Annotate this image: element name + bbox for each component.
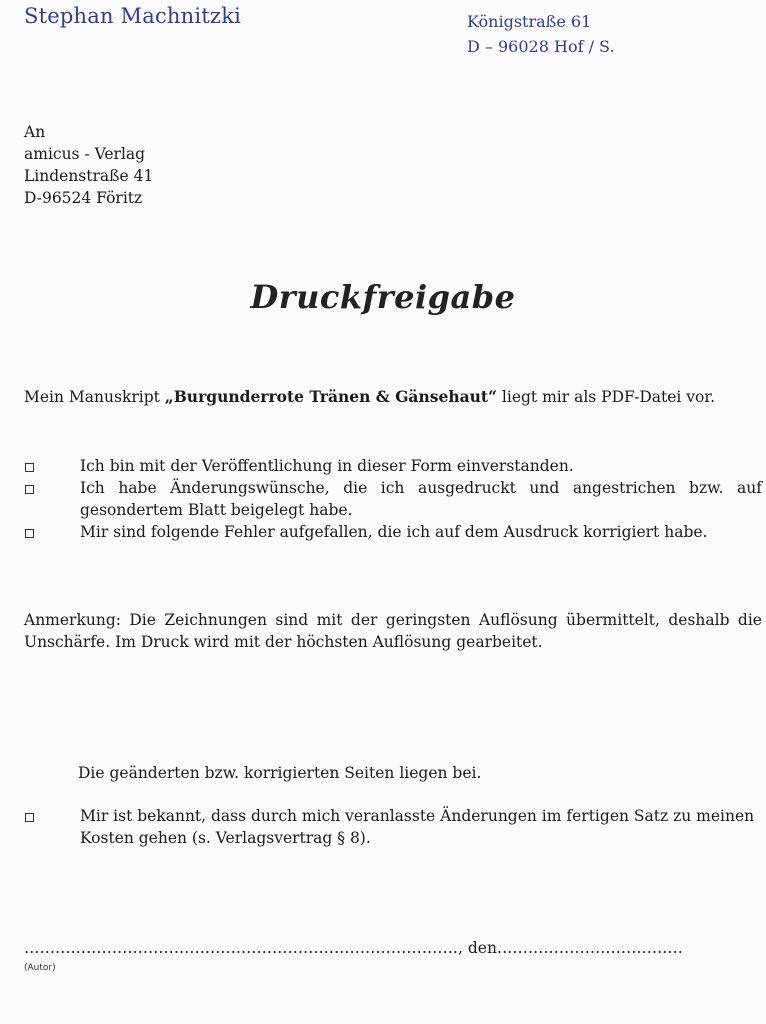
recipient-address — [24, 121, 153, 209]
sender-name: Stephan Machnitzki — [24, 4, 242, 28]
option-text: Ich habe Änderungswünsche, die ich ausgedruckt und angestrichen bzw. auf gesondertem Blatt beigelegt habe. — [80, 479, 762, 519]
pages-enclosed-text: Die geänderten bzw. korrigierten Seiten liegen bei. — [78, 764, 482, 782]
option-change-requests — [24, 477, 762, 521]
signature-label: (Autor) — [24, 963, 56, 973]
option-cost — [24, 805, 762, 849]
option-cost-acknowledgement — [24, 805, 762, 849]
option-errors-found — [24, 521, 762, 543]
intro-before: Mein Manuskript — [24, 388, 165, 406]
option-text: Ich bin mit der Veröffentlichung in dieser Form einverstanden. — [80, 457, 574, 475]
recipient-line-2: amicus - Verlag — [24, 145, 146, 163]
remark-paragraph: Anmerkung: Die Zeichnungen sind mit der geringsten Auflösung übermittelt, deshalb die Unschärfe. Im Druck wird mit der höchsten Auflösung gearbeitet. — [24, 611, 762, 651]
option-text: Mir ist bekannt, dass durch mich veranlasste Änderungen im fertigen Satz zu meinen Kosten gehen (s. Verlagsvertrag § 8). — [80, 807, 755, 847]
signature-line: …………………………………………………………………………, den……………………………… — [24, 939, 683, 957]
recipient-line-1: An — [24, 123, 46, 141]
intro-after: liegt mir als PDF-Datei vor. — [497, 388, 715, 406]
sender-street: Königstraße 61 — [467, 12, 592, 31]
document-title: Druckfreigabe — [250, 278, 516, 316]
sender-city: D – 96028 Hof / S. — [467, 37, 615, 56]
recipient-line-3: Lindenstraße 41 — [24, 167, 154, 185]
sender-address — [467, 9, 615, 59]
options-list — [24, 455, 762, 543]
checkbox[interactable] — [25, 463, 34, 472]
checkbox[interactable] — [25, 813, 34, 822]
option-approve — [24, 455, 762, 477]
intro-paragraph — [24, 386, 762, 408]
checkbox[interactable] — [25, 485, 34, 494]
book-title: „Burgunderrote Tränen & Gänsehaut“ — [164, 387, 497, 406]
checkbox[interactable] — [25, 529, 34, 538]
recipient-line-4: D-96524 Föritz — [24, 189, 143, 207]
option-text: Mir sind folgende Fehler aufgefallen, die ich auf dem Ausdruck korrigiert habe. — [80, 523, 708, 541]
